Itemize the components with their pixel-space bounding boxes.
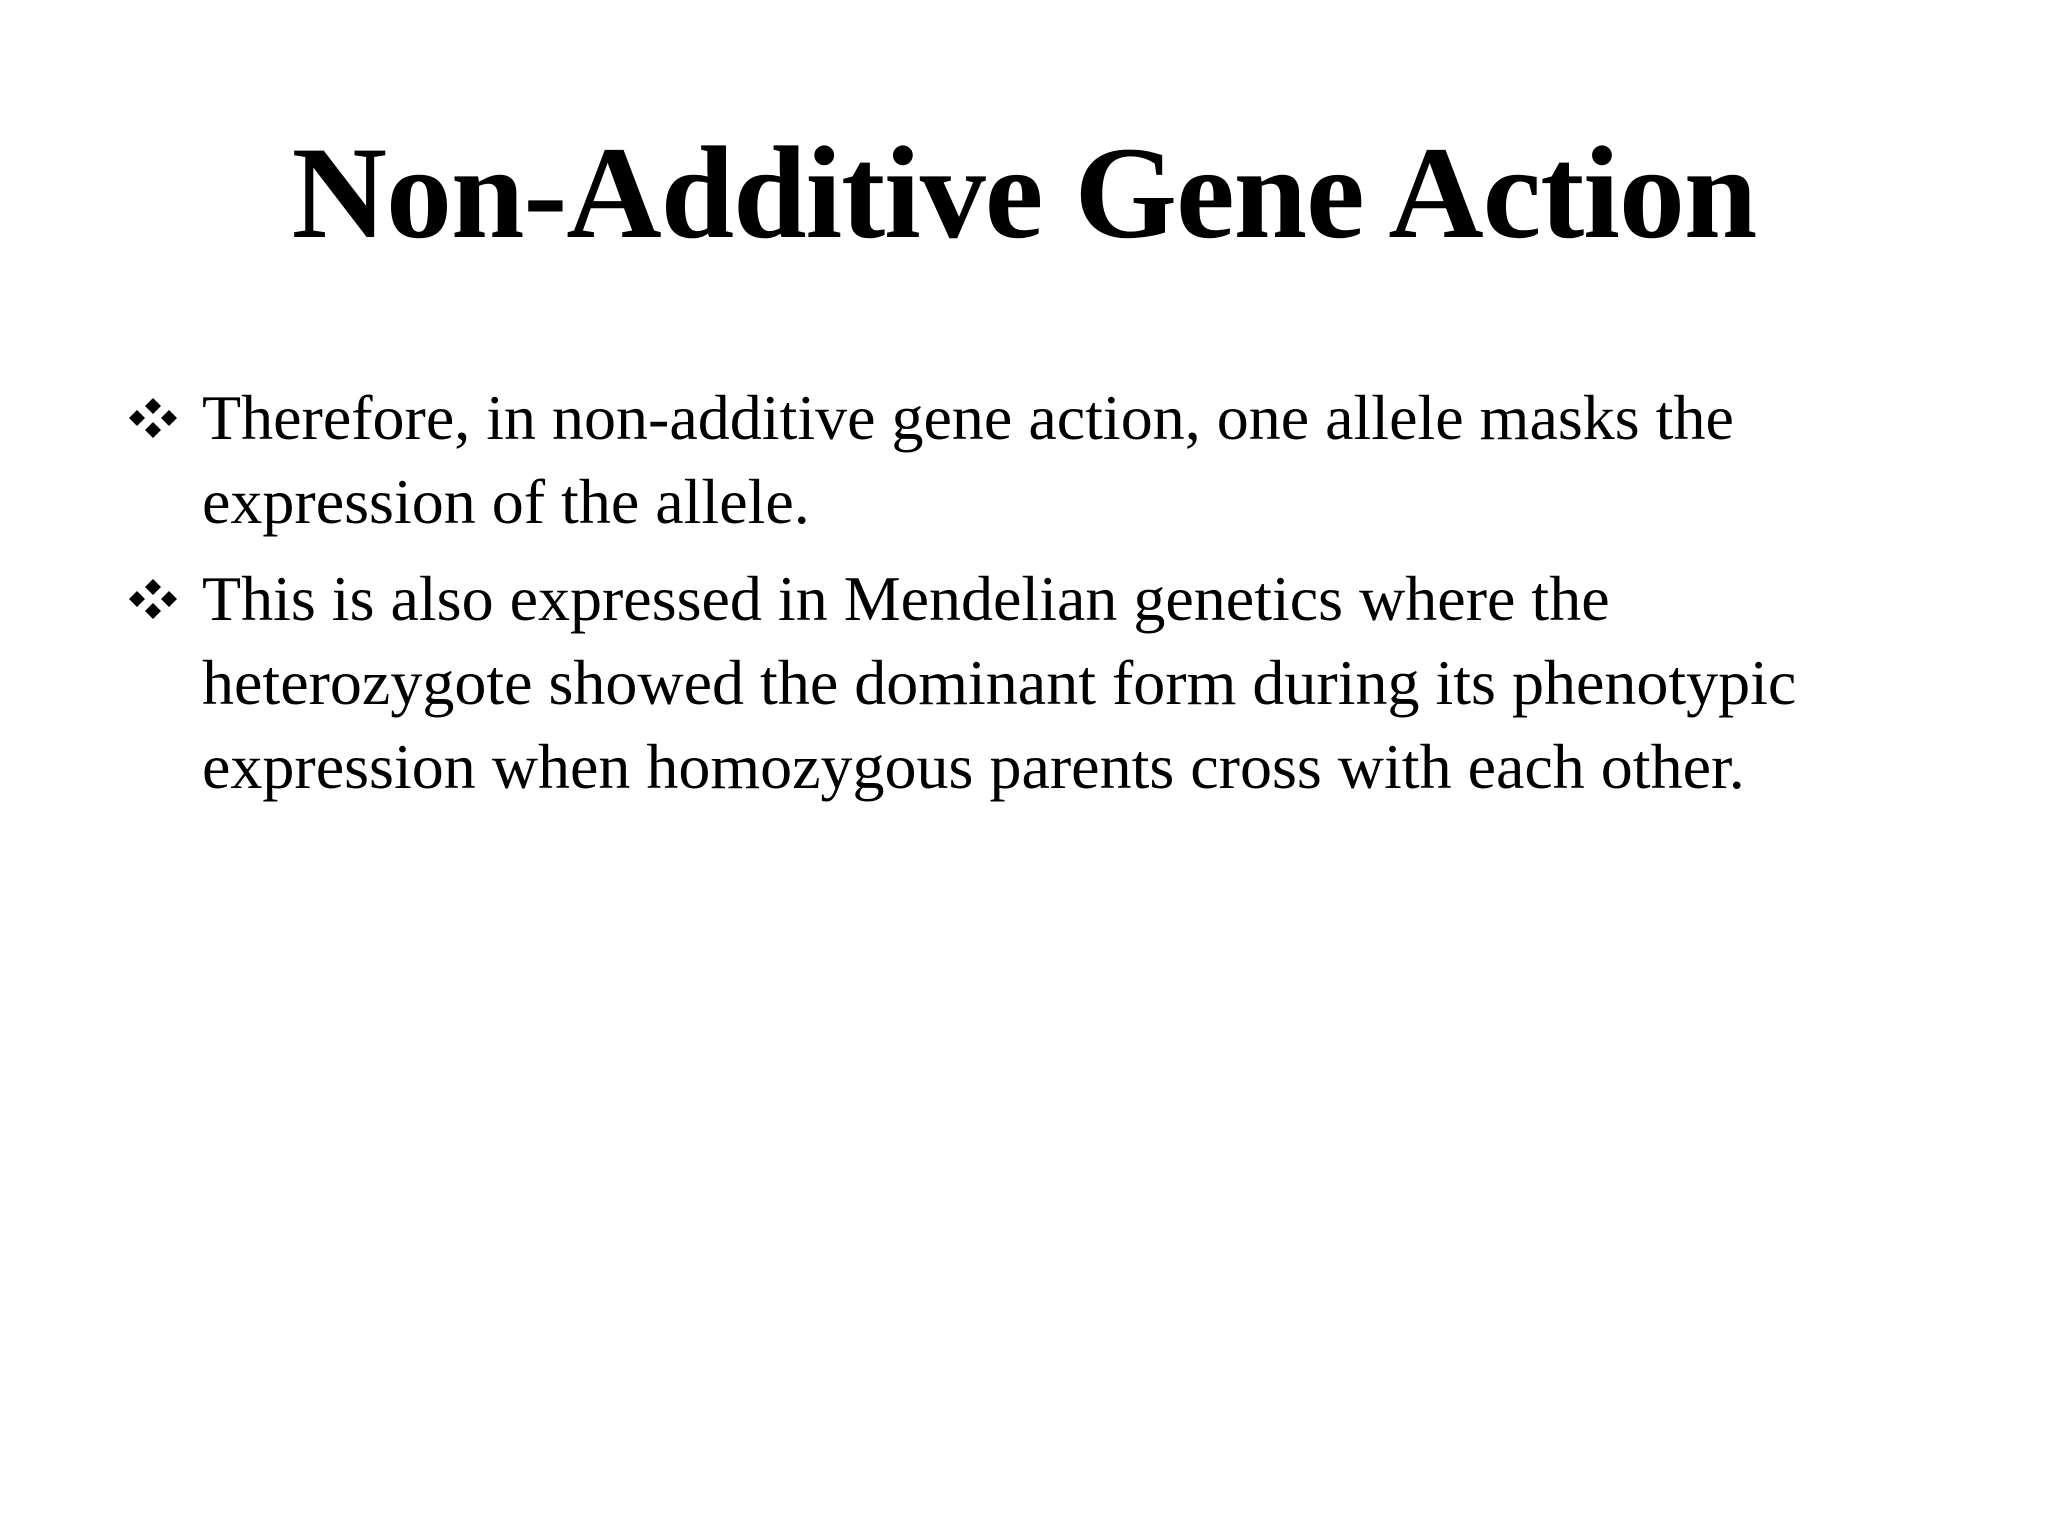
bullet-line: expression of the allele. [202, 466, 810, 537]
bullet-text-1 [202, 382, 1734, 537]
bullet-text-2 [202, 563, 1796, 802]
four-diamond-bullet-icon [128, 579, 178, 619]
bullet-item-2 [128, 557, 1928, 809]
bullet-line: Therefore, in non-additive gene action, one allele masks the [202, 382, 1734, 453]
bullet-line: heterozygote showed the dominant form during its phenotypic [202, 647, 1797, 718]
bullet-list [128, 376, 1928, 822]
bullet-line: This is also expressed in Mendelian genetics where the [202, 563, 1610, 634]
slide-title: Non-Additive Gene Action [291, 119, 1757, 266]
bullet-line: expression when homozygous parents cross with each other. [202, 731, 1745, 802]
four-diamond-bullet-icon [128, 398, 178, 438]
bullet-item-1 [128, 376, 1928, 544]
